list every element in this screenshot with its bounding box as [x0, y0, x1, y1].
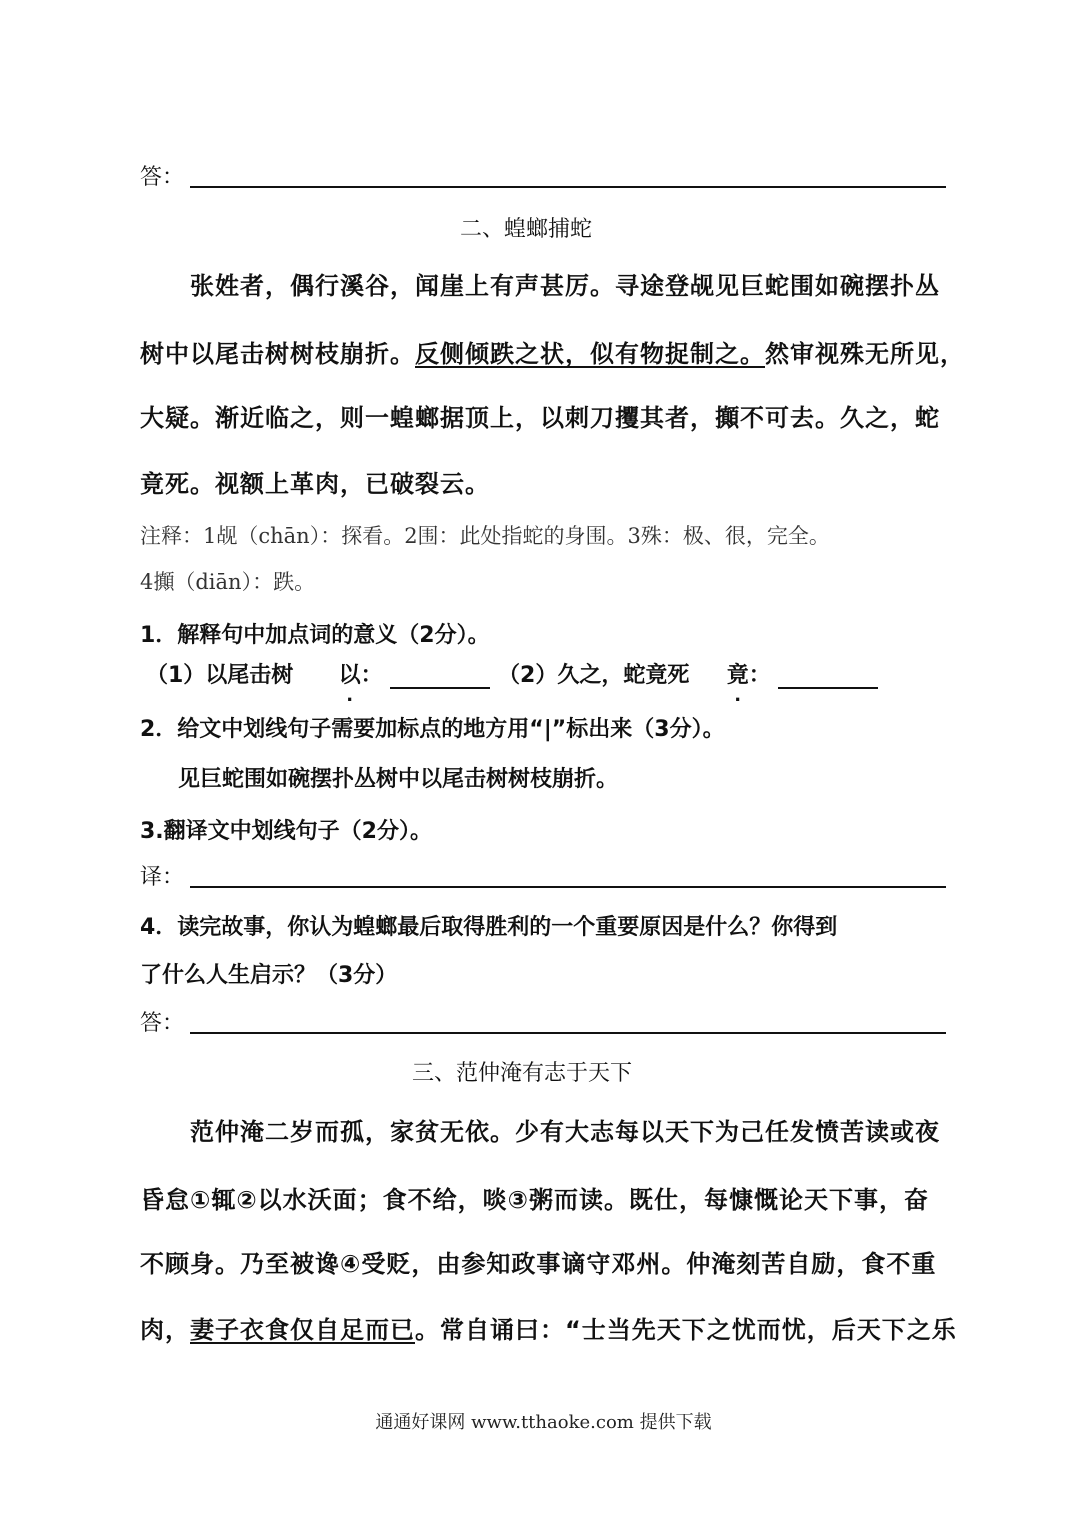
underlined-sentence: 反侧倾跌之状，似有物捉制之。: [415, 340, 765, 368]
question-3: 3.翻译文中划线句子（2分）。: [140, 819, 432, 844]
question-4-line2: 了什么人生启示？（3分）: [140, 963, 398, 988]
section3-para-line1: 范仲淹二岁而孤，家贫无依。少有大志每以天下为己任发愤苦读或夜: [190, 1118, 940, 1146]
section2-para-line1: 张姓者，偶行溪谷，闻崖上有声甚厉。寻途登觇见巨蛇围如碗摆扑丛: [190, 272, 940, 300]
section3-para-line3: 不顾身。乃至被谗④受贬，由参知政事谪守邓州。仲淹刻苦自励，食不重: [140, 1250, 937, 1278]
answer-line-top[interactable]: [190, 186, 946, 188]
translate-answer-line[interactable]: [190, 886, 946, 888]
para-text: 肉，: [140, 1316, 190, 1344]
notes-line2: 4攧（diān）：跌。: [140, 570, 316, 594]
q1-part2: （2）久之，蛇竟死: [498, 663, 690, 688]
section2-title: 二、蝗螂捕蛇: [460, 217, 593, 242]
question-2-sentence: 见巨蛇围如碗摆扑丛树中以尾击树树枝崩折。: [178, 767, 619, 792]
q1-blank1[interactable]: [390, 665, 490, 689]
notes-line1: 注释：1觇（chān）：探看。2围：此处指蛇的身围。3殊：极、很，完全。: [140, 524, 830, 548]
q1-colon2: ：: [748, 663, 771, 688]
para-text: 。常自诵曰：“士当先天下之忧而忧，后天下之乐: [415, 1316, 957, 1344]
question-1: 1．解释句中加点词的意义（2分）。: [140, 623, 490, 648]
q1-colon1: ：: [360, 663, 383, 688]
question-1-subitems: [146, 658, 878, 689]
q1-part1: （1）以尾击树: [146, 663, 294, 688]
section3-para-line4: [140, 1310, 957, 1345]
para-text: 树中以尾击树树枝崩折。: [140, 340, 415, 368]
section3-para-line2: 昏怠①辄②以水沃面；食不给，啖③粥而读。既仕，每慷慨论天下事，奋: [140, 1186, 929, 1214]
underlined-sentence: 妻子衣食仅自足而已: [190, 1316, 415, 1344]
section2-para-line4: 竟死。视额上革肉，已破裂云。: [140, 470, 490, 498]
translate-label: 译：: [140, 865, 185, 890]
answer-label-top: 答：: [140, 165, 185, 190]
para-text: 然审视殊无所见，: [765, 340, 965, 368]
q4-answer-line[interactable]: [190, 1032, 946, 1034]
section3-title: 三、范仲淹有志于天下: [412, 1061, 633, 1086]
section2-para-line3: 大疑。渐近临之，则一蝗螂据顶上，以刺刀攫其者，攧不可去。久之，蛇: [140, 404, 940, 432]
q1-word2: 竟: [726, 663, 749, 688]
question-4-line1: 4．读完故事，你认为蝗螂最后取得胜利的一个重要原因是什么？你得到: [140, 915, 838, 940]
section2-para-line2: [140, 334, 965, 369]
q1-word1: 以: [338, 663, 361, 688]
answer-label-q4: 答：: [140, 1011, 185, 1036]
page-footer: 通通好课网 www.tthaoke.com 提供下载: [375, 1412, 712, 1433]
question-2: 2．给文中划线句子需要加标点的地方用“|”标出来（3分）。: [140, 717, 725, 742]
q1-blank2[interactable]: [778, 665, 878, 689]
